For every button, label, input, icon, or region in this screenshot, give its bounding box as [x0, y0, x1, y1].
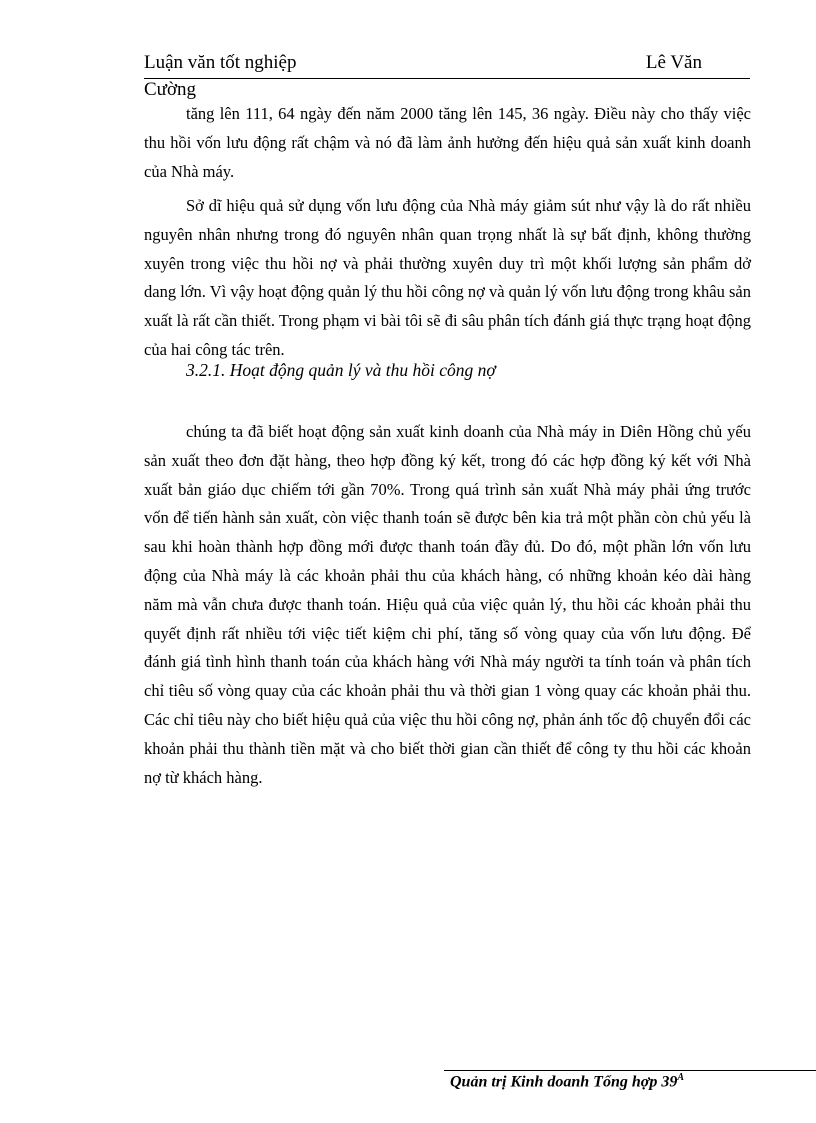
- page-footer: [450, 1072, 684, 1091]
- section-heading: 3.2.1. Hoạt động quản lý và thu hồi công nợ: [186, 360, 496, 380]
- paragraph-block-2: [144, 192, 751, 365]
- paragraph-block-1: [144, 100, 751, 186]
- header-author: Lê Văn: [645, 52, 702, 73]
- footer-superscript: A: [677, 1072, 685, 1083]
- footer-divider: [444, 1070, 816, 1071]
- paragraph-block-3: [144, 418, 751, 792]
- page-header: [144, 52, 750, 79]
- paragraph-continued: tăng lên 111, 64 ngày đến năm 2000 tăng lên 145, 36 ngày. Điều này cho thấy việc thu hồi vốn lưu động rất chậm và nó đã làm ảnh hưởng đến hiệu quả sản xuất kinh doanh của Nhà máy.: [144, 104, 751, 181]
- paragraph-reasons: Sở dĩ hiệu quả sử dụng vốn lưu động của Nhà máy giảm sút như vậy là do rất nhiều nguyên nhân nhưng trong đó nguyên nhân quan trọng nhất là sự bất định, không thường xuyên trong việc thu hồi nợ và phải thường xuyên duy trì một khối lượng sản phẩm dở dang lớn. Vì vậy hoạt động quản lý thu hồi công nợ và quản lý vốn lưu động trong khâu sản xuất là rất cần thiết. Trong phạm vi bài tôi sẽ đi sâu phân tích đánh giá thực trạng hoạt động của hai công tác trên.: [144, 196, 751, 359]
- paragraph-debt-management: chúng ta đã biết hoạt động sản xuất kinh doanh của Nhà máy in Diên Hồng chủ yếu sản xuất theo đơn đặt hàng, theo hợp đồng ký kết, trong đó các hợp đồng ký kết với Nhà xuất bản giáo dục chiếm tới gần 70%. Trong quá trình sản xuất Nhà máy phải ứng trước vốn để tiến hành sản xuất, còn việc thanh toán sẽ được bên kia trả một phần còn chủ yếu là sau khi hoàn thành hợp đồng mới được thanh toán đầy đủ. Do đó, một phần lớn vốn lưu động của Nhà máy là các khoản phải thu của khách hàng, có những khoản kéo dài hàng năm mà vẫn chưa được thanh toán. Hiệu quả của việc quản lý, thu hồi các khoản phải thu quyết định rất nhiều tới việc tiết kiệm chi phí, tăng số vòng quay của vốn lưu động. Để đánh giá tình hình thanh toán của khách hàng với Nhà máy người ta tính toán và phân tích chỉ tiêu số vòng quay của các khoản phải thu và thời gian 1 vòng quay các khoản phải thu. Các chỉ tiêu này cho biết hiệu quả của việc thu hồi công nợ, phản ánh tốc độ chuyển đổi các khoản phải thu thành tiền mặt và cho biết thời gian cần thiết để công ty thu hồi các khoản nợ từ khách hàng.: [144, 422, 751, 787]
- header-title: Luận văn tốt nghiệp: [144, 52, 297, 73]
- footer-text: Quản trị Kinh doanh Tổng hợp 39: [450, 1073, 678, 1091]
- header-author-continuation: Cường: [144, 79, 197, 100]
